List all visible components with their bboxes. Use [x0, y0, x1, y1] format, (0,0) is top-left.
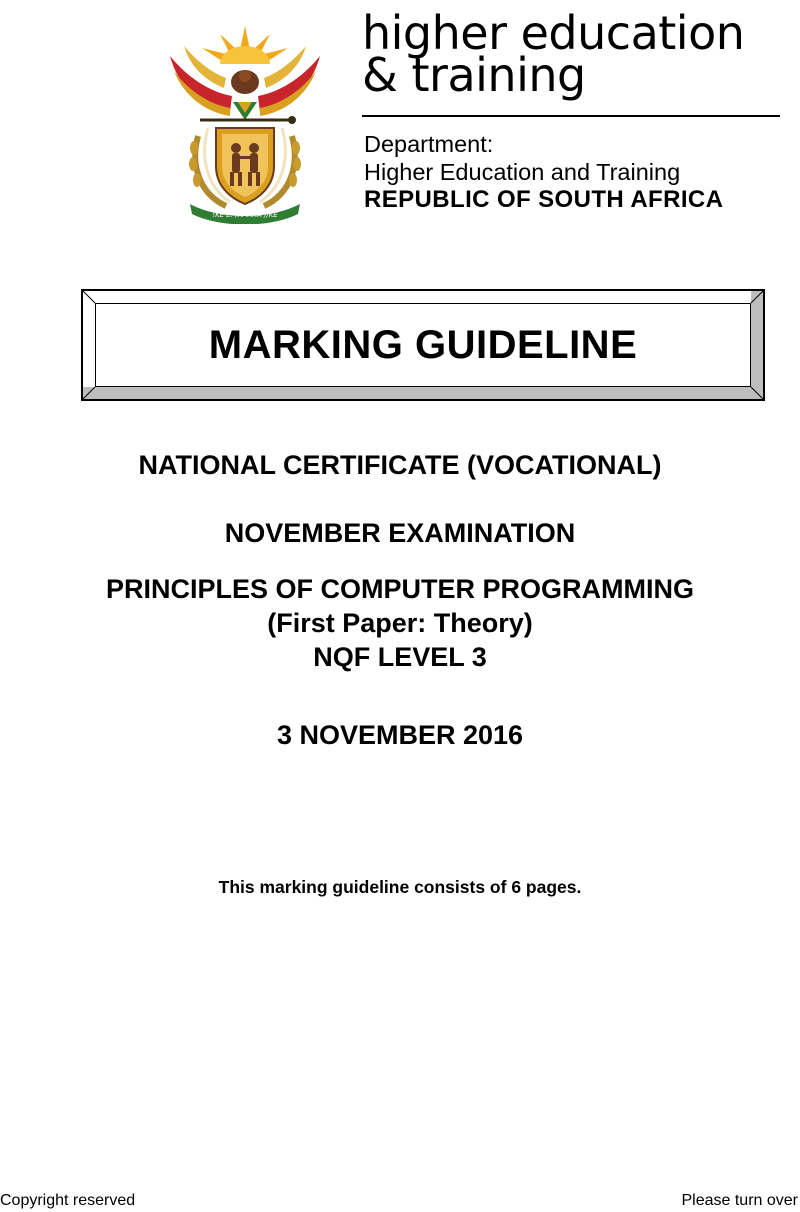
- department-label: Department:: [364, 131, 494, 157]
- title-frame: [81, 289, 765, 401]
- exam-date: 3 NOVEMBER 2016: [276, 720, 524, 750]
- department-block: [364, 130, 723, 214]
- footer-turn-over: Please turn over: [681, 1192, 798, 1209]
- nqf-level-heading: NQF LEVEL 3: [313, 642, 487, 672]
- paper-heading: (First Paper: Theory): [267, 608, 533, 638]
- brand-divider: [362, 115, 780, 117]
- page-count-note: This marking guideline consists of 6 pages.: [218, 877, 582, 897]
- title-panel: [95, 303, 751, 387]
- certificate-heading: NATIONAL CERTIFICATE (VOCATIONAL): [138, 450, 662, 480]
- subject-heading: PRINCIPLES OF COMPUTER PROGRAMMING: [105, 574, 694, 604]
- department-name: Higher Education and Training: [364, 159, 681, 185]
- coat-of-arms-logo: [160, 16, 330, 224]
- department-branding: [362, 6, 782, 213]
- document-title: MARKING GUIDELINE: [208, 322, 638, 367]
- examination-heading: NOVEMBER EXAMINATION: [224, 518, 576, 548]
- brand-title-line-1: higher education: [362, 6, 745, 60]
- brand-title-line-2: & training: [362, 48, 586, 102]
- country-name: REPUBLIC OF SOUTH AFRICA: [364, 186, 724, 213]
- crest-motto-text: !KE E: /XARRA //KE: [212, 211, 278, 219]
- footer-copyright: Copyright reserved: [0, 1192, 136, 1209]
